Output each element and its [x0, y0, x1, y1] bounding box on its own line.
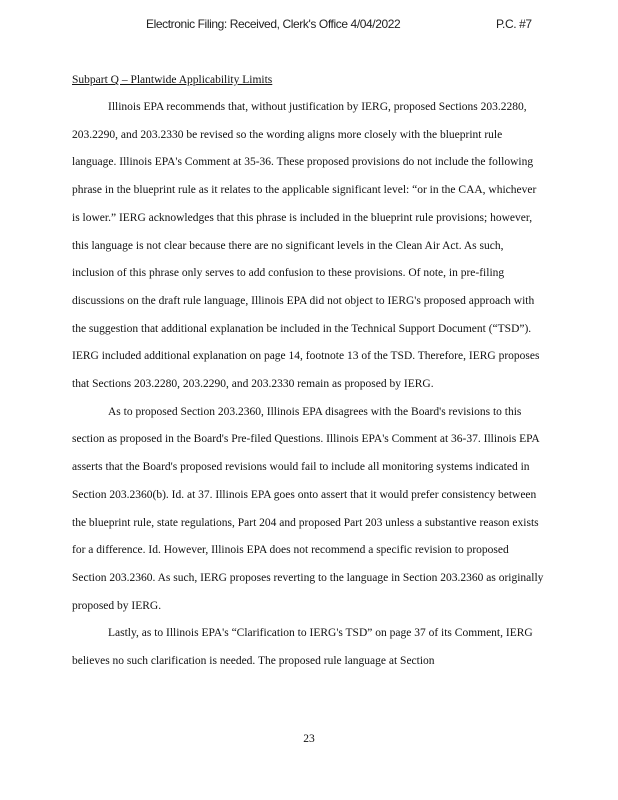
section-heading: Subpart Q – Plantwide Applicability Limits: [72, 74, 273, 86]
pc-number: P.C. #7: [496, 17, 532, 31]
paragraph: Lastly, as to Illinois EPA's “Clarification to IERG's TSD” on page 37 of its Comment, IERG believes no such clarification is needed. The proposed rule language at Section: [72, 627, 533, 668]
page-number: 23: [303, 733, 315, 745]
document-body: [72, 94, 544, 676]
filing-header: [0, 17, 618, 37]
paragraph: Illinois EPA recommends that, without justification by IERG, proposed Sections 203.2280, 203.2290, and 203.2330 be revised so the wording aligns more closely with the blueprint rule language. Illinois EPA's Comment at 35-36. These proposed provisions do not include the following phrase in the blueprint rule as it relates to the applicable significant level: “or in the CAA, whichever is lower.” IERG acknowledges that this phrase is included in the blueprint rule provisions; however, this language is not clear because there are no significant levels in the Clean Air Act. As such, inclusion of this phrase only serves to add confusion to these provisions. Of note, in pre-filing discussions on the draft rule language, Illinois EPA did not object to IERG's proposed approach with the suggestion that additional explanation be included in the Technical Support Document (“TSD”). IERG included additional explanation on page 14, footnote 13 of the TSD. Therefore, IERG proposes that Sections 203.2280, 203.2290, and 203.2330 remain as proposed by IERG.: [72, 101, 540, 391]
paragraph: As to proposed Section 203.2360, Illinois EPA disagrees with the Board's revisions to this section as proposed in the Board's Pre-filed Questions. Illinois EPA's Comment at 36-37. Illinois EPA asserts that the Board's proposed revisions would fail to include all monitoring systems indicated in Section 203.2360(b). Id. at 37. Illinois EPA goes onto assert that it would prefer consistency between the blueprint rule, state regulations, Part 204 and proposed Part 203 unless a substantive reason exists for a difference. Id. However, Illinois EPA does not recommend a specific revision to proposed Section 203.2360. As such, IERG proposes reverting to the language in Section 203.2360 as originally proposed by IERG.: [72, 405, 544, 612]
filing-stamp: Electronic Filing: Received, Clerk's Office 4/04/2022: [146, 17, 401, 31]
